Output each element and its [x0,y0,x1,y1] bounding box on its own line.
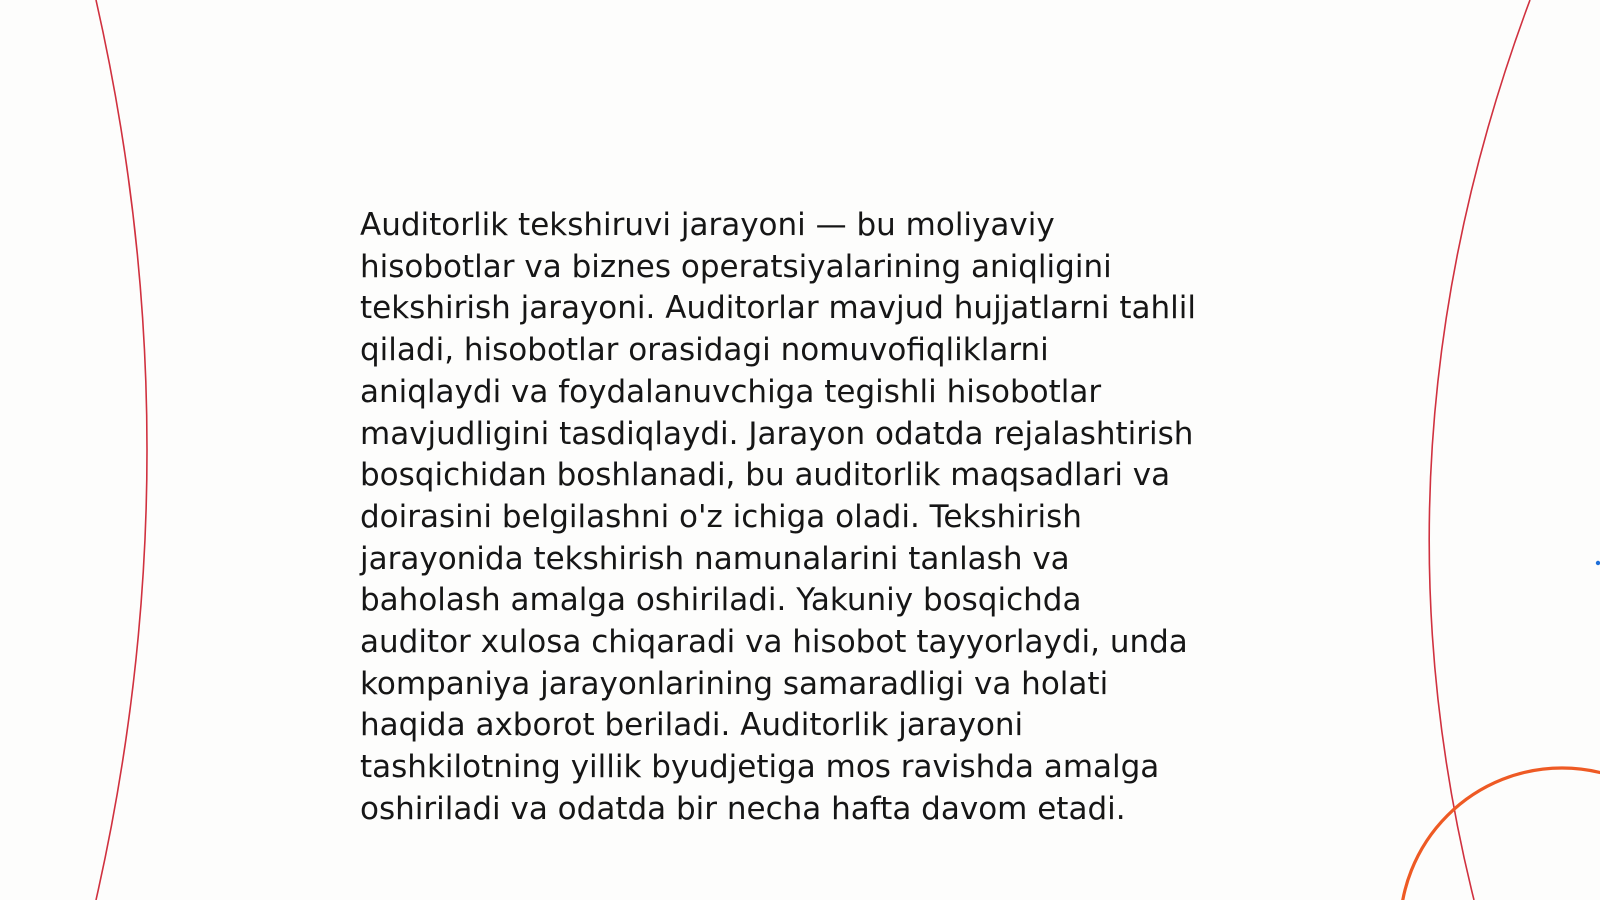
text-line: mavjudligini tasdiqlaydi. Jarayon odatda rejalashtirish [360,415,1194,452]
text-line: haqida axborot beriladi. Auditorlik jarayoni [360,707,1024,744]
text-line: kompaniya jarayonlarining samaradligi va holati [360,665,1109,702]
text-line: bosqichidan boshlanadi, bu auditorlik maqsadlari va [360,457,1171,494]
text-line: baholash amalga oshiriladi. Yakuniy bosqichda [360,582,1082,619]
text-line: qiladi, hisobotlar orasidagi nomuvofiqliklarni [360,332,1049,369]
text-line: hisobotlar va biznes operatsiyalarining aniqligini [360,248,1112,285]
orange-circle-arc [1400,768,1600,900]
text-line: oshiriladi va odatda bir necha hafta davom etadi. [360,790,1126,827]
blue-dot [1596,561,1600,565]
slide-body-text [360,205,1260,831]
text-line: aniqlaydi va foydalanuvchiga tegishli hisobotlar [360,373,1102,410]
text-line: tashkilotning yillik byudjetiga mos ravishda amalga [360,749,1160,786]
text-line: doirasini belgilashni o'z ichiga oladi. Tekshirish [360,498,1082,535]
text-line: jarayonida tekshirish namunalarini tanlash va [360,540,1070,577]
text-line: Auditorlik tekshiruvi jarayoni — bu moliyaviy [360,207,1055,243]
text-line: tekshirish jarayoni. Auditorlar mavjud hujjatlarni tahlil [360,290,1197,327]
text-line: auditor xulosa chiqaradi va hisobot tayyorlaydi, unda [360,624,1188,661]
left-arc-line [96,0,147,900]
right-arc-line [1429,0,1530,900]
